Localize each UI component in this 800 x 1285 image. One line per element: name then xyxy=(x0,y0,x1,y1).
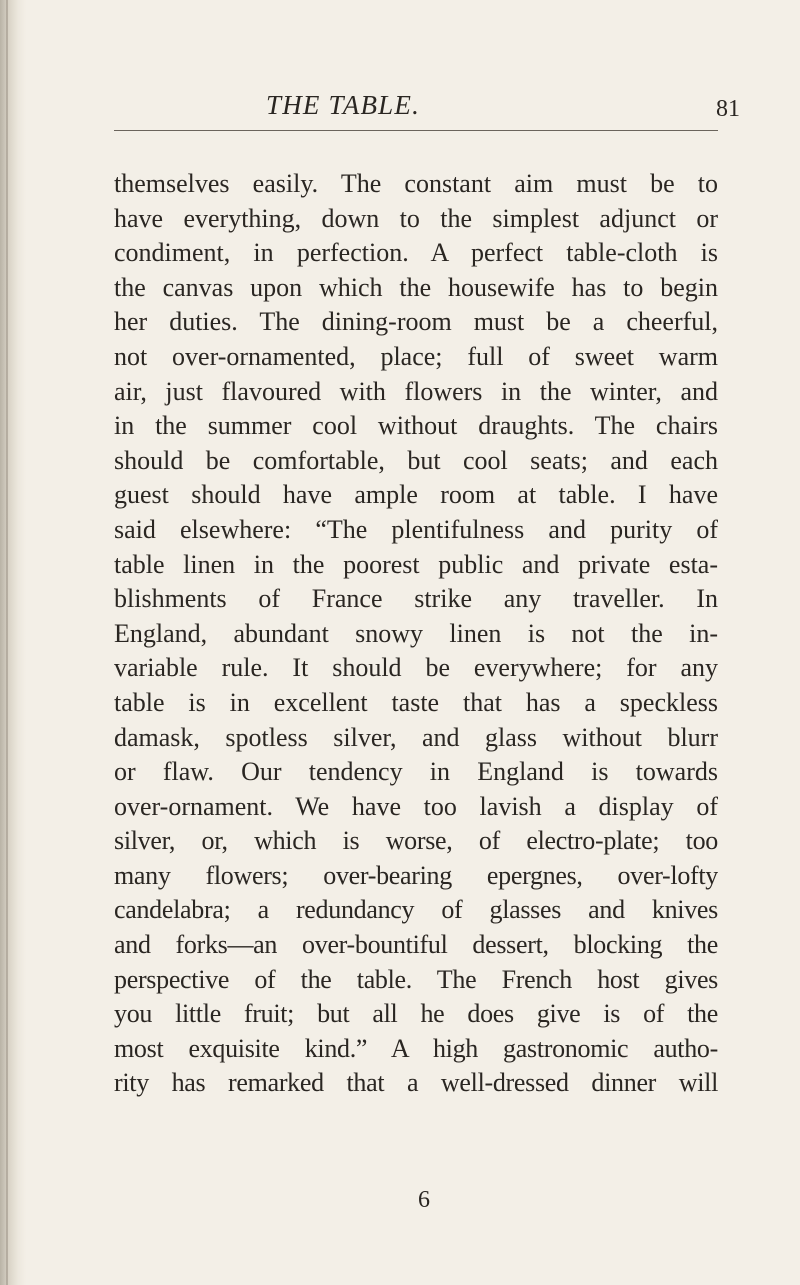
text-line: guest should have ample room at table. I have xyxy=(114,480,718,510)
text-line: or flaw. Our tendency in England is towards xyxy=(114,757,718,787)
text-line: damask, spotless silver, and glass without blurr xyxy=(114,722,718,752)
text-line: should be comfortable, but cool seats; and each xyxy=(114,445,718,475)
signature-mark: 6 xyxy=(418,1187,430,1213)
text-line: England, abundant snowy linen is not the in- xyxy=(114,618,718,648)
text-line: table is in excellent taste that has a speckless xyxy=(114,687,718,717)
page-number: 81 xyxy=(716,96,740,122)
running-title: THE TABLE. xyxy=(266,90,421,120)
text-line: blishments of France strike any traveller. In xyxy=(114,584,718,614)
book-gutter-line xyxy=(6,0,8,1285)
body-text xyxy=(114,167,718,1101)
book-spine-shadow xyxy=(0,0,26,1285)
text-line: many flowers; over-bearing epergnes, over-lofty xyxy=(114,860,718,890)
text-line: not over-ornamented, place; full of sweet warm xyxy=(114,341,718,371)
text-line: rity has remarked that a well-dressed dinner will xyxy=(114,1068,718,1098)
text-line: condiment, in perfection. A perfect table-cloth is xyxy=(114,238,718,268)
text-line: air, just flavoured with flowers in the winter, and xyxy=(114,376,718,406)
text-line: silver, or, which is worse, of electro-plate; too xyxy=(114,826,718,856)
text-line: her duties. The dining-room must be a cheerful, xyxy=(114,307,718,337)
dense-text-block xyxy=(114,824,718,1101)
text-line: themselves easily. The constant aim must be to xyxy=(114,169,718,198)
text-line: perspective of the table. The French host gives xyxy=(114,964,718,994)
text-line: in the summer cool without draughts. The chairs xyxy=(114,411,718,441)
text-line: candelabra; a redundancy of glasses and knives xyxy=(114,895,718,925)
text-line: you little fruit; but all he does give is of the xyxy=(114,999,718,1029)
text-line: said elsewhere: “The plentifulness and purity of xyxy=(114,514,718,544)
text-line: table linen in the poorest public and private esta- xyxy=(114,549,718,579)
header-rule xyxy=(114,130,718,131)
text-line: most exquisite kind.” A high gastronomic autho- xyxy=(114,1033,718,1063)
text-line: and forks—an over-bountiful dessert, blocking the xyxy=(114,930,718,960)
text-line: the canvas upon which the housewife has to begin xyxy=(114,272,718,302)
text-line: variable rule. It should be everywhere; for any xyxy=(114,653,718,683)
running-head xyxy=(0,88,760,128)
text-line: over-ornament. We have too lavish a display of xyxy=(114,791,718,821)
text-line: have everything, down to the simplest adjunct or xyxy=(114,203,718,233)
